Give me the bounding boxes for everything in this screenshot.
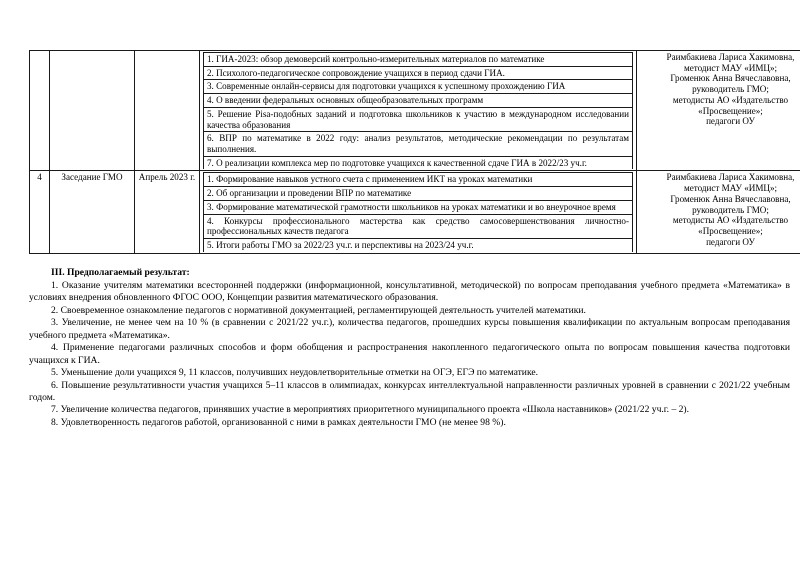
list-item: [204, 156, 633, 169]
list-item: [204, 107, 633, 131]
agenda-item-text: 2. Об организации и проведении ВПР по математике: [204, 187, 633, 201]
row-number-cell: [30, 51, 50, 171]
result-paragraph: 1. Оказание учителям математики всесторонней поддержки (информационной, консультативной, методической) по вопросам преподавания учебного предмета «Математика» в условиях внедрения обновленного ФГОС ООО, Концепции развития математического образования.: [29, 279, 790, 304]
agenda-item-text: 1. ГИА-2023: обзор демоверсий контрольно-измерительных материалов по математике: [204, 53, 633, 67]
row-responsible-cell: [637, 51, 800, 171]
responsible-line: Раимбакиева Лариса Хакимовна,: [666, 172, 795, 183]
agenda-item-text: 5. Решение Pisa-подобных заданий и подготовка школьников к участию в международном исследовании качества образования: [204, 107, 633, 131]
row-items-cell: [200, 171, 637, 253]
row-event-cell: [50, 51, 135, 171]
list-item: [204, 94, 633, 108]
list-item: [204, 53, 633, 67]
responsible-line: методисты АО «Издательство: [672, 94, 789, 105]
list-item: [204, 239, 633, 252]
responsible-line: Громенюк Анна Вячеславовна,: [670, 73, 791, 84]
row-date-cell: [135, 51, 200, 171]
list-item: [204, 187, 633, 201]
responsible-line: руководитель ГМО;: [692, 84, 769, 95]
list-item: [204, 132, 633, 156]
agenda-item-text: 4. О введении федеральных основных общеобразовательных программ: [204, 94, 633, 108]
agenda-item-text: 7. О реализации комплекса мер по подготовке учащихся к качественной сдаче ГИА в 2022/23 уч.г.: [204, 156, 633, 169]
table-row: [30, 51, 800, 171]
agenda-item-text: 3. Современные онлайн-сервисы для подготовки учащихся к успешному прохождению ГИА: [204, 80, 633, 94]
row-date-cell: Апрель 2023 г.: [135, 171, 200, 253]
result-paragraph: 3. Увеличение, не менее чем на 10 % (в сравнении с 2021/22 уч.г.), количества педагогов, прошедших курсы повышения квалификации по актуальным вопросам преподавания учебного предмета «Математика».: [29, 317, 790, 341]
plan-table: [29, 50, 800, 254]
result-paragraph: 2. Своевременное ознакомление педагогов с нормативной документацией, регламентирующей деятельность учителей математики.: [51, 304, 586, 316]
result-paragraph: 8. Удовлетворенность педагогов работой, организованной с ними в рамках деятельности ГМО (не менее 98 %).: [51, 416, 506, 428]
list-item: [204, 214, 633, 238]
responsible-line: «Просвещение»;: [698, 105, 763, 116]
responsible-line: методист МАУ «ИМЦ»;: [683, 183, 778, 194]
result-paragraph: 5. Уменьшение доли учащихся 9, 11 классов, получивших неудовлетворительные отметки на ОГЭ, ЕГЭ по математике.: [51, 367, 539, 379]
list-item: [204, 173, 633, 187]
agenda-item-text: 3. Формирование математической грамотности школьников на уроках математики и во внеурочное время: [204, 200, 633, 214]
plan-table-body: [30, 51, 800, 254]
list-item: [204, 200, 633, 214]
agenda-item-text: 6. ВПР по математике в 2022 году: анализ результатов, методические рекомендации по результатам выполнения.: [204, 132, 633, 156]
result-paragraph: 4. Применение педагогами различных способов и форм обобщения и распространения накопленного педагогического опыта по вопросам повышения качества подготовки учащихся к ГИА.: [29, 342, 790, 366]
responsible-line: педагоги ОУ: [706, 236, 755, 247]
result-paragraph: 6. Повышение результативности участия учащихся 5–11 классов в олимпиадах, конкурсах интеллектуальной направленности различных уровней в сравнении с 2021/22 учебным годом.: [29, 379, 790, 403]
row-number-cell: 4: [30, 171, 50, 253]
section-heading: III. Предполагаемый результат:: [51, 266, 190, 278]
list-item: [204, 66, 633, 80]
table-row: [30, 171, 800, 253]
row-items-cell: [200, 51, 637, 171]
agenda-item-text: 1. Формирование навыков устного счета с применением ИКТ на уроках математики: [204, 173, 633, 187]
responsible-line: методисты АО «Издательство: [672, 215, 789, 226]
responsible-line: «Просвещение»;: [698, 226, 763, 237]
row-event-cell: Заседание ГМО: [50, 171, 135, 253]
row-responsible-cell: [637, 171, 800, 253]
agenda-item-text: 5. Итоги работы ГМО за 2022/23 уч.г. и перспективы на 2023/24 уч.г.: [204, 239, 633, 252]
responsible-line: Раимбакиева Лариса Хакимовна,: [666, 52, 795, 62]
responsible-line: Громенюк Анна Вячеславовна,: [670, 193, 791, 204]
agenda-item-list: [203, 172, 633, 251]
result-paragraph: 7. Увеличение количества педагогов, принявших участие в мероприятиях приоритетного муниципального проекта «Школа наставников» (2021/22 уч.г. – 2).: [51, 404, 690, 416]
expected-results-section: [29, 267, 790, 430]
list-item: [204, 80, 633, 94]
agenda-item-text: 2. Психолого-педагогическое сопровождение учащихся в период сдачи ГИА.: [204, 66, 633, 80]
responsible-line: руководитель ГМО;: [692, 204, 769, 215]
responsible-line: педагоги ОУ: [706, 116, 755, 127]
responsible-line: методист МАУ «ИМЦ»;: [683, 62, 778, 73]
agenda-item-text: 4. Конкурсы профессионального мастерства как средство самосовершенствования личностно-профессиональных качеств педагога: [204, 214, 633, 238]
agenda-item-list: [203, 52, 633, 169]
